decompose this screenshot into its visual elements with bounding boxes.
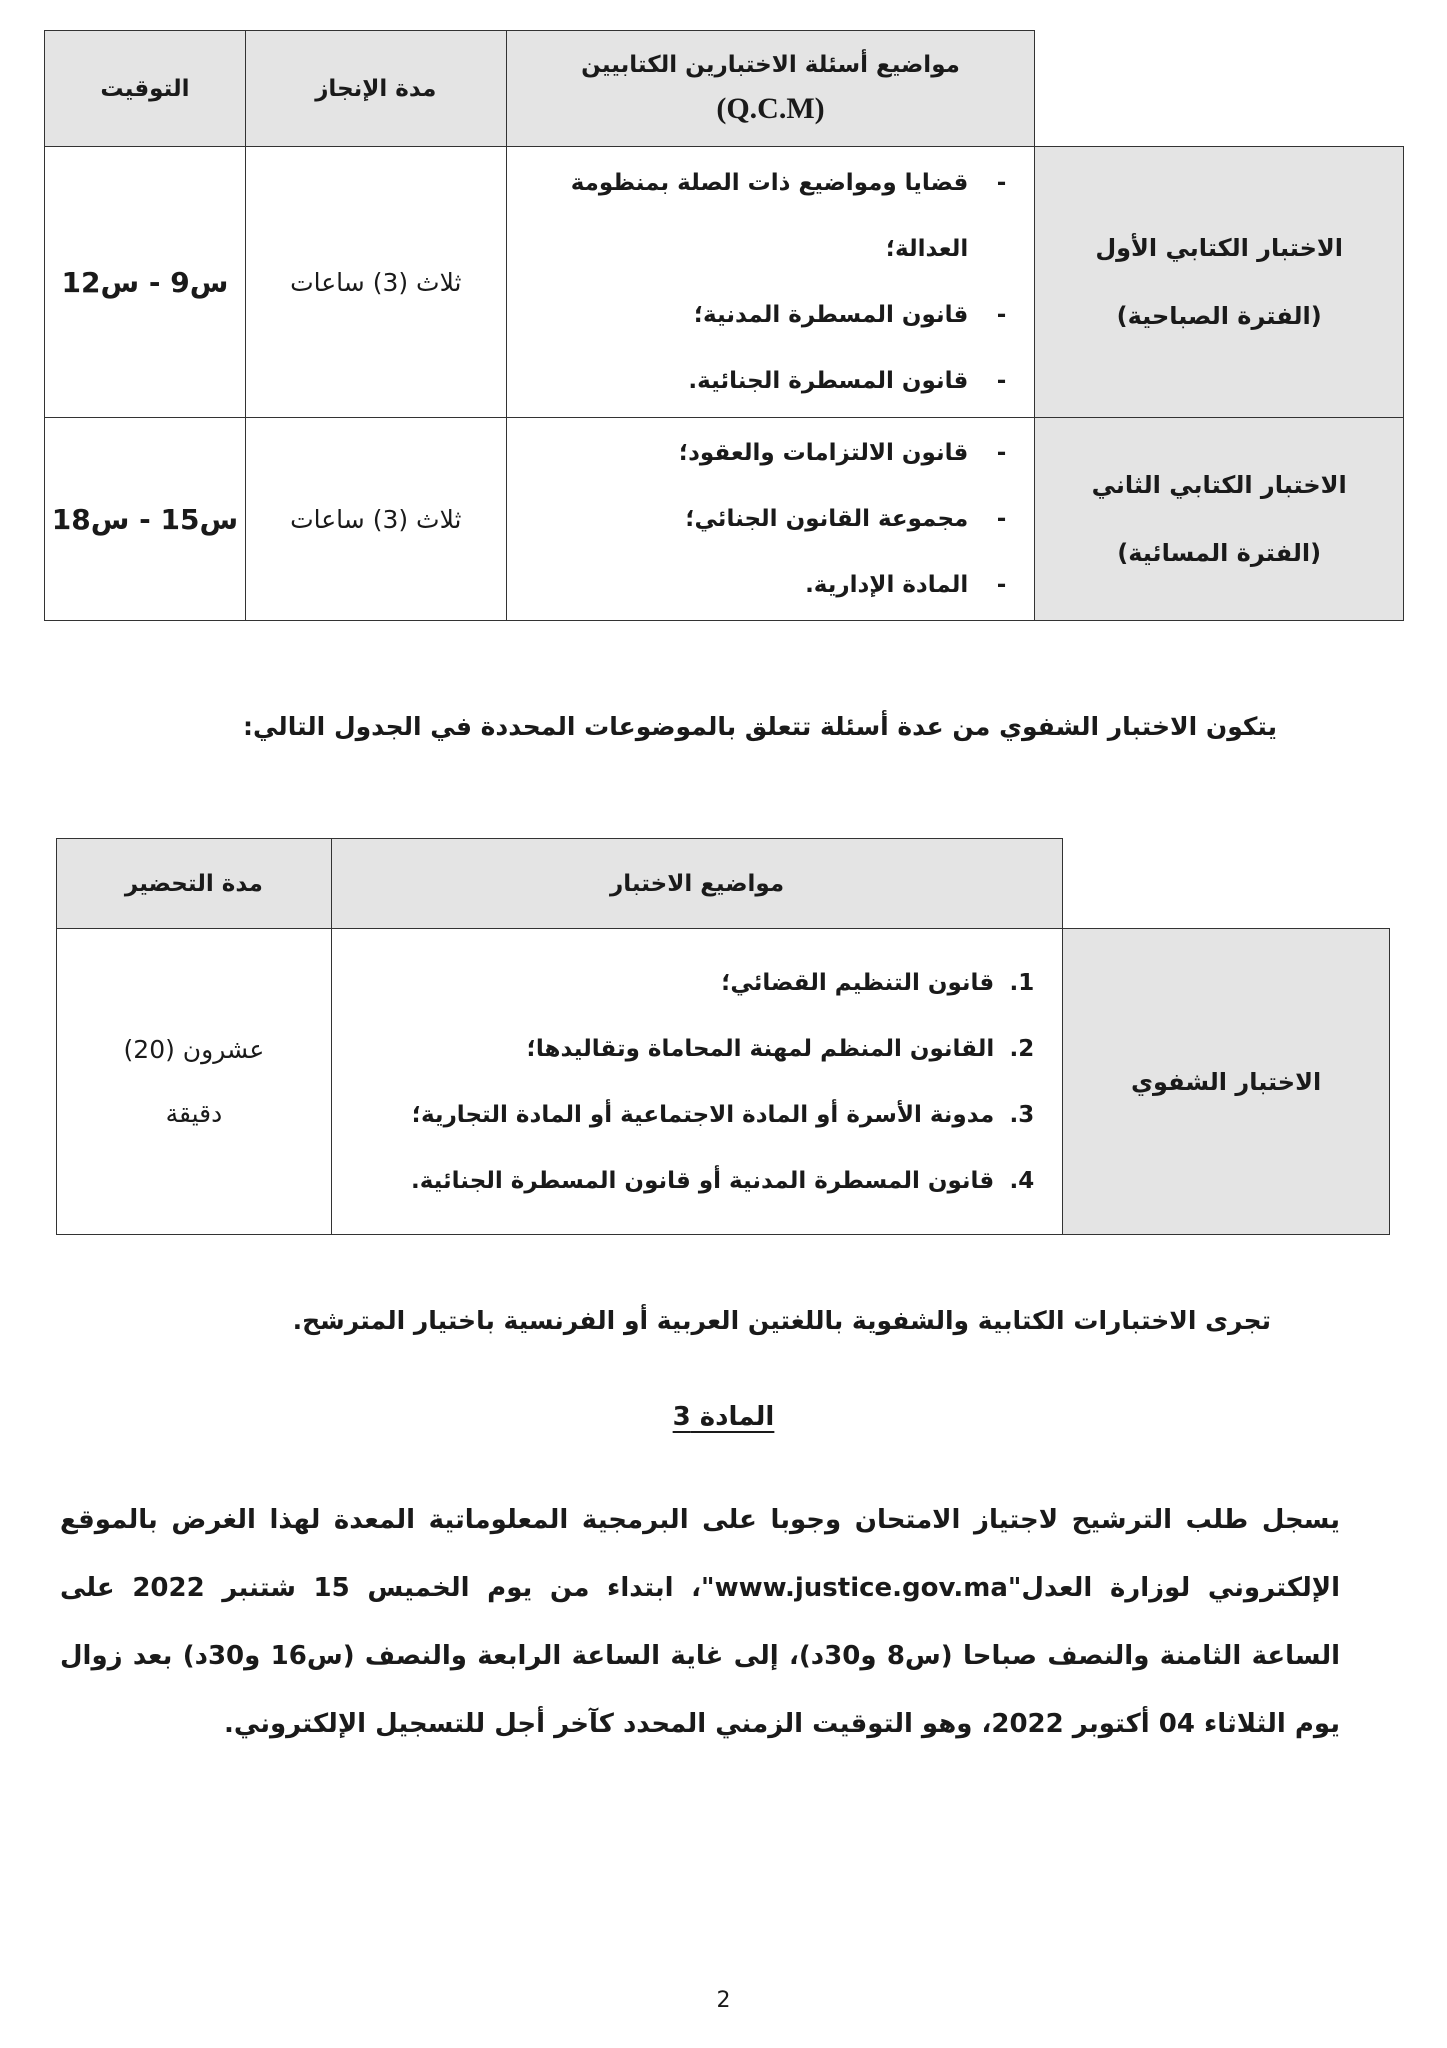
exam-1-name-line1: الاختبار الكتابي الأول xyxy=(1095,234,1343,262)
oral-exam-topics xyxy=(331,929,1062,1235)
topic-text: قانون المسطرة الجنائية. xyxy=(688,368,969,394)
bullet-dash: - xyxy=(996,368,1007,394)
list-item xyxy=(523,150,1007,282)
oral-intro-text: يتكون الاختبار الشفوي من عدة أسئلة تتعلق بالموضوعات المحددة في الجدول التالي: xyxy=(243,712,1277,741)
bullet-dash: - xyxy=(996,302,1007,328)
list-item xyxy=(348,1082,1034,1148)
exam-1-topics xyxy=(506,147,1035,418)
exam-1-duration: ثلاث (3) ساعات xyxy=(245,147,506,418)
header-duration: مدة الإنجاز xyxy=(245,31,506,147)
item-number: 1. xyxy=(1009,969,1035,996)
topic-text: قضايا ومواضيع ذات الصلة بمنظومة العدالة؛ xyxy=(570,170,969,262)
header-topics-line2: (Q.C.M) xyxy=(716,91,825,125)
oral-header-empty-cell xyxy=(1063,839,1390,929)
list-item xyxy=(348,1148,1034,1214)
item-number: 2. xyxy=(1009,1035,1035,1062)
header-timing: التوقيت xyxy=(45,31,246,147)
exam-2-name xyxy=(1035,418,1404,621)
topic-text: القانون المنظم لمهنة المحاماة وتقاليدها؛ xyxy=(526,1035,995,1062)
written-exam-row-2 xyxy=(45,418,1404,621)
oral-prep-line2: دقيقة xyxy=(165,1098,223,1128)
list-item xyxy=(523,420,1007,486)
oral-exam-name: الاختبار الشفوي xyxy=(1063,929,1390,1235)
oral-exam-row xyxy=(57,929,1390,1235)
topic-text: مدونة الأسرة أو المادة الاجتماعية أو المادة التجارية؛ xyxy=(411,1101,995,1128)
oral-prep-line1: عشرون (20) xyxy=(123,1034,265,1064)
exam-2-duration: ثلاث (3) ساعات xyxy=(245,418,506,621)
topic-text: قانون المسطرة المدنية أو قانون المسطرة الجنائية. xyxy=(410,1167,995,1194)
list-item xyxy=(523,486,1007,552)
list-item xyxy=(348,950,1034,1016)
topic-text: مجموعة القانون الجنائي؛ xyxy=(685,506,969,532)
item-number: 4. xyxy=(1009,1167,1035,1194)
exam-1-name xyxy=(1035,147,1404,418)
oral-prep-duration xyxy=(57,929,332,1235)
oral-header-prep: مدة التحضير xyxy=(57,839,332,929)
written-exams-table xyxy=(44,30,1404,621)
list-item xyxy=(523,348,1007,414)
topic-text: المادة الإدارية. xyxy=(805,572,969,598)
bullet-dash: - xyxy=(996,572,1007,598)
header-topics-line1: مواضيع أسئلة الاختبارين الكتابيين xyxy=(581,51,960,78)
list-item xyxy=(523,282,1007,348)
header-topics xyxy=(506,31,1035,147)
oral-exam-table xyxy=(56,838,1390,1235)
list-item xyxy=(523,552,1007,618)
oral-header-topics: مواضيع الاختبار xyxy=(331,839,1062,929)
article-title: المادة 3 xyxy=(672,1402,775,1432)
exam-2-period: (الفترة المسائية) xyxy=(1117,539,1322,567)
topic-text: قانون التنظيم القضائي؛ xyxy=(721,969,995,996)
written-table-header-row xyxy=(45,31,1404,147)
item-number: 3. xyxy=(1009,1101,1035,1128)
exam-2-timing: س15 - س18 xyxy=(45,418,246,621)
page-number: 2 xyxy=(716,1988,731,2013)
written-exam-row-1 xyxy=(45,147,1404,418)
exam-2-topics xyxy=(506,418,1035,621)
exam-1-timing: س9 - س12 xyxy=(45,147,246,418)
article-body: يسجل طلب الترشيح لاجتياز الامتحان وجوبا على البرمجية المعلوماتية المعدة لهذا الغرض بالموقع الإلكتروني لوزارة العدل"www.justice.gov.ma"، ابتداء من يوم الخميس 15 شتنبر 2022 على الساعة الثامنة والنصف صباحا (س8 و30د)، إلى غاية الساعة الرابعة والنصف (س16 و30د) بعد زوال يوم الثلاثاء 04 أكتوبر 2022، وهو التوقيت الزمني المحدد كآخر أجل للتسجيل الإلكتروني. xyxy=(60,1505,1341,1739)
list-item xyxy=(348,1016,1034,1082)
topic-text: قانون الالتزامات والعقود؛ xyxy=(678,440,969,466)
exam-2-name-line1: الاختبار الكتابي الثاني xyxy=(1091,471,1347,499)
bullet-dash: - xyxy=(996,170,1007,196)
language-note: تجرى الاختبارات الكتابية والشفوية باللغتين العربية أو الفرنسية باختيار المترشح. xyxy=(292,1306,1271,1335)
oral-table-header-row xyxy=(57,839,1390,929)
bullet-dash: - xyxy=(996,506,1007,532)
header-empty-cell xyxy=(1035,31,1404,147)
topic-text: قانون المسطرة المدنية؛ xyxy=(693,302,969,328)
bullet-dash: - xyxy=(996,440,1007,466)
exam-1-period: (الفترة الصباحية) xyxy=(1116,302,1322,330)
